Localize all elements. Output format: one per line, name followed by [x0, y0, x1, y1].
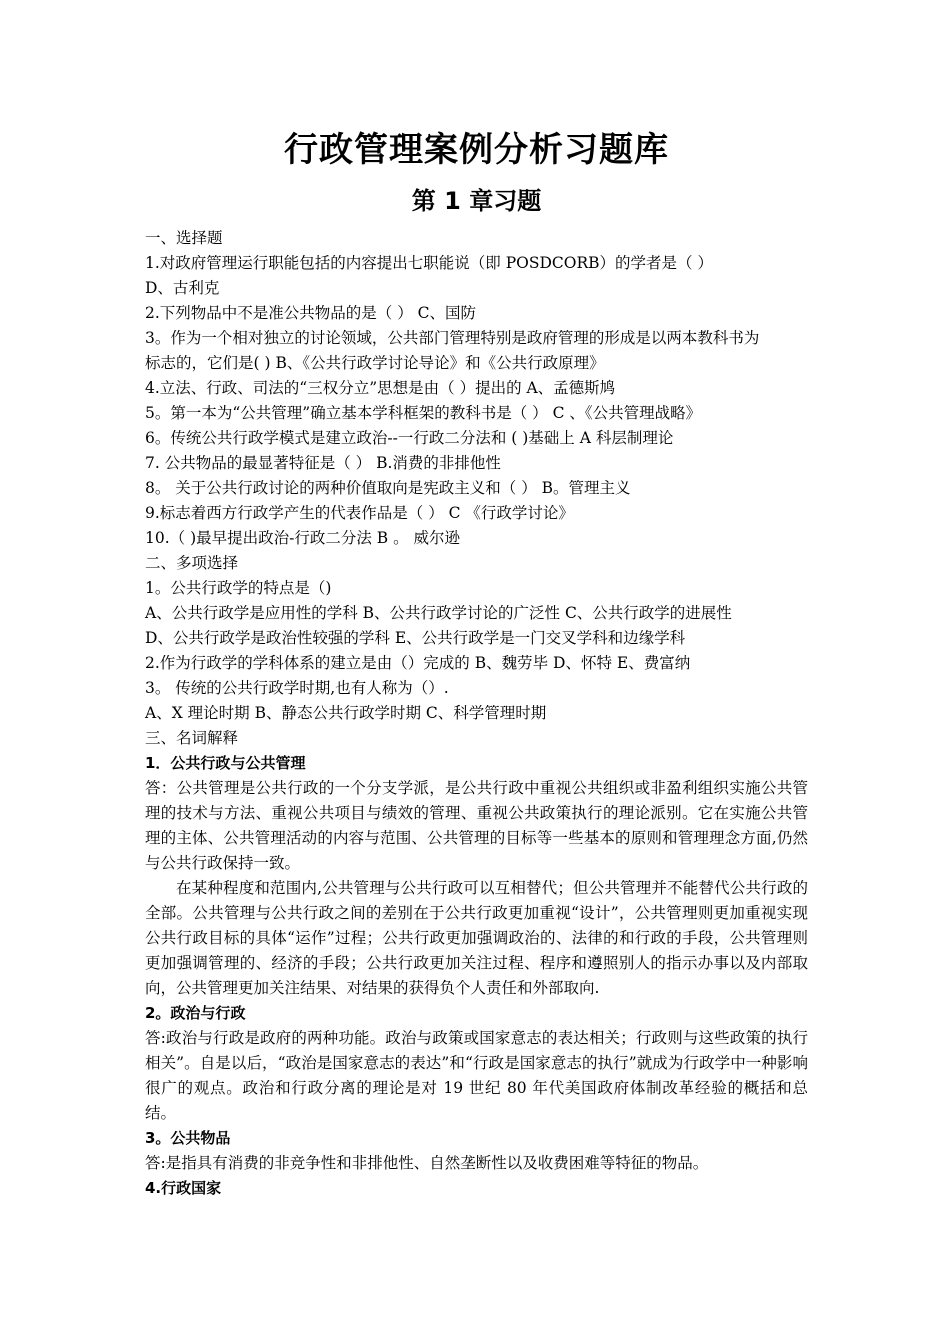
multi-question-1-options-b: D、公共行政学是政治性较强的学科 E、公共行政学是一门交叉学科和边缘学科 [145, 629, 686, 647]
question-10: 10.（ )最早提出政治-行政二分法 B 。 威尔逊 [145, 529, 461, 547]
question-9: 9.标志着西方行政学产生的代表作品是（ ） C 《行政学讨论》 [145, 504, 574, 522]
answer-1: D、古利克 [145, 279, 220, 297]
question-6: 6。传统公共行政学模式是建立政治--一行政二分法和 ( )基础上 A 科层制理论 [145, 429, 674, 447]
multi-question-1: 1。公共行政学的特点是（) [145, 579, 332, 597]
question-3-line-2: 标志的，它们是( ) B、《公共行政学讨论导论》和《公共行政原理》 [145, 354, 605, 372]
document-body [145, 226, 808, 1201]
term-3-title: 3。公共物品 [145, 1129, 231, 1147]
term-1-paragraph-1: 答：公共管理是公共行政的一个分支学派，是公共行政中重视公共组织或非盈利组织实施公共管理的技术与方法、重视公共项目与绩效的管理、重视公共政策执行的理论派别。它在实施公共管理的主体、公共管理活动的内容与范围、公共管理的目标等一些基本的原则和管理理念方面,仍然与公共行政保持一致。 [145, 779, 808, 872]
question-8: 8。 关于公共行政讨论的两种价值取向是宪政主义和（ ） B。管理主义 [145, 479, 631, 497]
term-3-paragraph-1: 答:是指具有消费的非竞争性和非排他性、自然垄断性以及收费困难等特征的物品。 [145, 1154, 709, 1172]
multi-question-2: 2.作为行政学的学科体系的建立是由（）完成的 B、魏劳毕 D、怀特 E、费富纳 [145, 654, 691, 672]
term-1-title: 1．公共行政与公共管理 [145, 754, 306, 772]
multi-question-3: 3。 传统的公共行政学时期,也有人称为（）. [145, 679, 449, 697]
question-3-line-1: 3。作为一个相对独立的讨论领域，公共部门管理特别是政府管理的形成是以两本教科书为 [145, 329, 760, 347]
question-7: 7. 公共物品的最显著特征是（ ） B.消费的非排他性 [145, 454, 501, 472]
multi-question-1-options-a: A、公共行政学是应用性的学科 B、公共行政学讨论的广泛性 C、公共行政学的进展性 [145, 604, 732, 622]
term-1-paragraph-2: 在某种程度和范围内,公共管理与公共行政可以互相替代；但公共管理并不能替代公共行政的全部。公共管理与公共行政之间的差别在于公共行政更加重视“设计”，公共管理则更加重视实现公共行政目标的具体“运作”过程；公共行政更加强调政治的、法律的和行政的手段，公共管理则更加强调管理的、经济的手段；公共行政更加关注过程、程序和遵照别人的指示办事以及内部取向，公共管理更加关注结果、对结果的获得负个人责任和外部取向. [145, 879, 808, 997]
question-2: 2.下列物品中不是准公共物品的是（ ） C、国防 [145, 304, 477, 322]
term-2-paragraph-1: 答:政治与行政是政府的两种功能。政治与政策或国家意志的表达相关；行政则与这些政策的执行相关”。自是以后，“政治是国家意志的表达”和“行政是国家意志的执行”就成为行政学中一种影响很广的观点。政治和行政分离的理论是对 19 世纪 80 年代美国政府体制改革经验的概括和总结。 [145, 1029, 808, 1122]
multi-question-3-options: A、X 理论时期 B、静态公共行政学时期 C、科学管理时期 [145, 704, 547, 722]
question-4: 4.立法、行政、司法的“三权分立”思想是由（ ）提出的 A、孟德斯鸠 [145, 379, 616, 397]
section-heading-choice: 一、选择题 [145, 229, 223, 247]
chapter-heading: 第 1 章习题 [411, 187, 542, 215]
section-heading-terms: 三、名词解释 [145, 729, 239, 747]
question-5: 5。第一本为“公共管理”确立基本学科框架的教科书是（ ） C 、《公共管理战略》 [145, 404, 702, 422]
section-heading-multi-choice: 二、多项选择 [145, 554, 239, 572]
term-4-title: 4.行政国家 [145, 1179, 222, 1197]
document-title: 行政管理案例分析习题库 [284, 130, 669, 170]
term-2-title: 2。政治与行政 [145, 1004, 246, 1022]
question-1: 1.对政府管理运行职能包括的内容提出七职能说（即 POSDCORB）的学者是（ ） [145, 254, 713, 272]
